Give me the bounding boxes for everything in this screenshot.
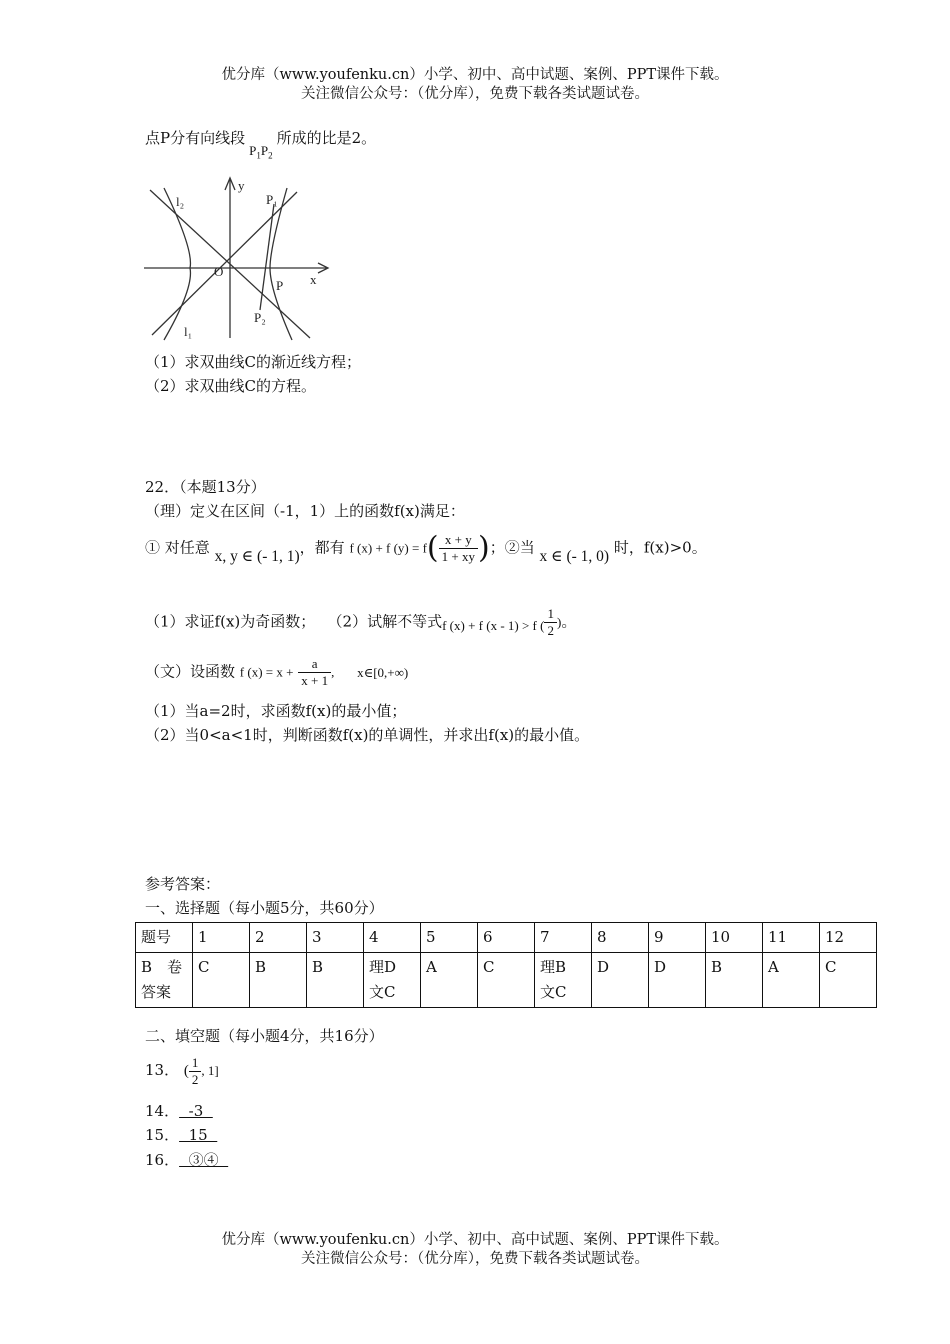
answers-section1: 一、选择题（每小题5分，共60分） <box>145 899 384 917</box>
answer-16: 16． ③④ <box>145 1151 229 1169</box>
table-answer-9: D <box>649 953 706 1008</box>
table-row-label: B 卷 答案 <box>136 953 193 1008</box>
table-header-label: 题号 <box>136 923 193 953</box>
header-line-2: 关注微信公众号：（优分库），免费下载各类试题试卷。 <box>301 86 649 102</box>
table-answer-5: A <box>421 953 478 1008</box>
p1-label: P₁ <box>266 192 278 207</box>
answer-14: 14． -3 <box>145 1102 213 1120</box>
header-line-1: 优分库（www.youfenku.cn）小学、初中、高中试题、案例、PPT课件下载。 <box>221 67 729 83</box>
table-num-5: 5 <box>421 923 478 953</box>
answer-15: 15． 15 <box>145 1126 218 1144</box>
l1-label: l₁ <box>184 324 193 339</box>
table-num-1: 1 <box>193 923 250 953</box>
footer-line-1: 优分库（www.youfenku.cn）小学、初中、高中试题、案例、PPT课件下载。 <box>221 1232 729 1248</box>
answer-table-header-row <box>136 923 877 953</box>
answer-13: 13． ( $\frac{1}{2}$ , 1] <box>145 1054 219 1087</box>
q22-li-intro: （理）定义在区间（-1，1）上的函数f(x)满足： <box>145 502 465 520</box>
q22-wen-function: （文）设函数 f (x) = x + $\frac{a}{x + 1}$ , x∈[0,+∞) <box>145 656 409 688</box>
table-answer-12: C <box>820 953 877 1008</box>
table-num-3: 3 <box>307 923 364 953</box>
table-num-11: 11 <box>763 923 820 953</box>
q22-wen-part1: （1）当a=2时，求函数f(x)的最小值； <box>145 702 407 720</box>
table-num-2: 2 <box>250 923 307 953</box>
table-num-4: 4 <box>364 923 421 953</box>
q21-part2: （2）求双曲线C的方程。 <box>145 377 317 395</box>
table-num-12: 12 <box>820 923 877 953</box>
q22-wen-part2: （2）当0<a<1时，判断函数f(x)的单调性，并求出f(x)的最小值。 <box>145 726 590 744</box>
answer-table-values-row <box>136 953 877 1008</box>
hyperbola-figure <box>142 170 342 345</box>
table-answer-6: C <box>478 953 535 1008</box>
table-answer-4: 理D 文C <box>364 953 421 1008</box>
table-num-6: 6 <box>478 923 535 953</box>
footer-line-2: 关注微信公众号：（优分库），免费下载各类试题试卷。 <box>301 1251 649 1267</box>
table-num-8: 8 <box>592 923 649 953</box>
table-answer-1: C <box>193 953 250 1008</box>
q22-conditions: ① 对任意 x, y ∈ (- 1, 1)，都有 f (x) + f (y) = f( $\frac{x + y}{1 + xy}$ )；②当 x ∈ (- 1, 0) 时，f(x)>0。 <box>145 530 707 566</box>
origin-label: O <box>214 264 224 279</box>
table-answer-11: A <box>763 953 820 1008</box>
table-answer-2: B <box>250 953 307 1008</box>
table-answer-8: D <box>592 953 649 1008</box>
table-num-9: 9 <box>649 923 706 953</box>
x-axis-label: x <box>310 272 317 287</box>
table-num-10: 10 <box>706 923 763 953</box>
segment-p1p2 <box>260 204 274 310</box>
q21-intro: 点P分有向线段$P_1P_2$所成的比是2。 <box>145 129 377 161</box>
table-num-7: 7 <box>535 923 592 953</box>
answers-section2: 二、填空题（每小题4分，共16分） <box>145 1027 384 1045</box>
q21-part1: （1）求双曲线C的渐近线方程； <box>145 353 362 371</box>
table-answer-3: B <box>307 953 364 1008</box>
q22-title: 22．（本题13分） <box>145 478 266 496</box>
asymptote-l1 <box>152 192 297 335</box>
left-branch <box>164 188 193 340</box>
y-axis-label: y <box>238 178 245 193</box>
q22-li-parts: （1）求证f(x)为奇函数； （2）试解不等式f (x) + f (x - 1) > f ( $\frac{1}{2}$ )。 <box>145 606 577 638</box>
answers-title: 参考答案： <box>145 875 221 893</box>
l2-label: l₂ <box>176 194 185 209</box>
table-answer-10: B <box>706 953 763 1008</box>
p-label: P <box>276 278 284 293</box>
answer-table <box>135 922 877 1008</box>
table-answer-7: 理B 文C <box>535 953 592 1008</box>
p2-label: P₂ <box>254 310 266 325</box>
